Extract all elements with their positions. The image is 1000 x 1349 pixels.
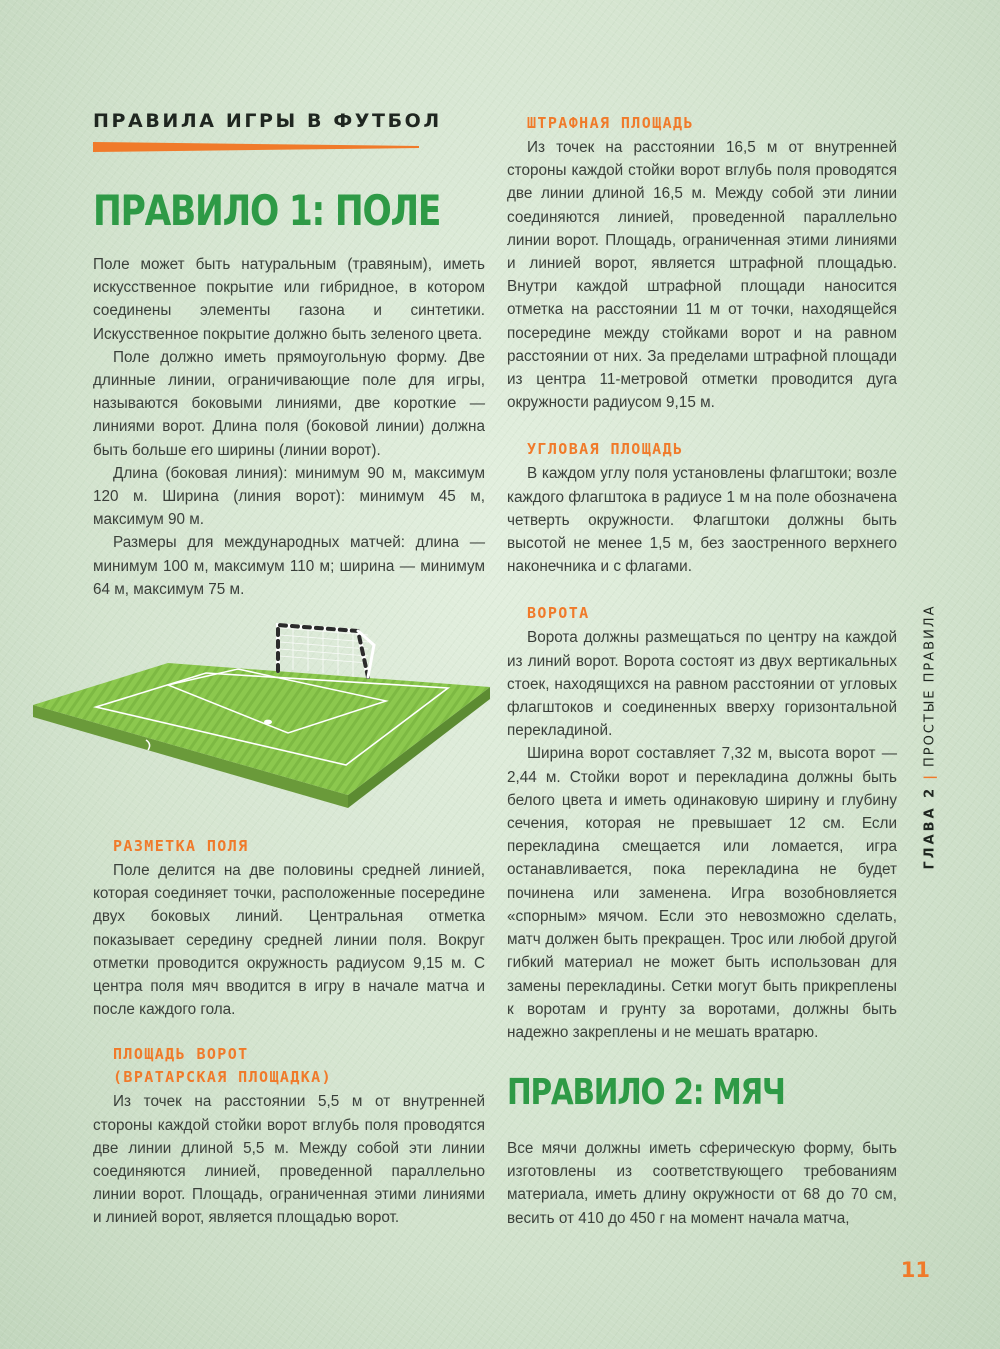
- goal-area-heading-sub: (ВРАТАРСКАЯ ПЛОЩАДКА): [113, 1068, 333, 1087]
- chapter-label: ГЛАВА 2: [922, 785, 938, 870]
- football-pitch-illustration: [28, 615, 498, 810]
- rule1-paragraph: Поле должно иметь прямоугольную форму. Две длинные линии, ограничивающие поле для игры, называются боковыми линиями, две короткие — линиями ворот. Длина поля (боковой линии) должна быть больше его ширины (линии ворот).: [93, 348, 485, 459]
- corner-area-text: В каждом углу поля установлены флагштоки; возле каждого флагштока в радиусе 1 м на поле обозначена четверть окружности. Флагштоки должны быть высотой не менее 1,5 м, без заостренного верхнего наконечника и с флагами.: [507, 465, 897, 576]
- penalty-area-text: Из точек на расстоянии 16,5 м от внутренней стороны каждой стойки ворот вглубь поля проводятся две линии длиной 16,5 м. Между собой эти линии соединяются линией, проведенной параллельно линии ворот. Площадь, ограниченная этими линиями и линией ворот, является штрафной площадью. Внутри каждой штрафной площади наносится отметка на расстоянии 11 м от точки, находящейся посередине между стойками ворот и на равном расстоянии от них. За пределами штрафной площади из центра 11-метровой отметки проводится дуга окружности радиусом 9,15 м.: [507, 139, 897, 412]
- corner-area-heading: УГЛОВАЯ ПЛОЩАДЬ: [527, 440, 684, 459]
- goal-area-heading: ПЛОЩАДЬ ВОРОТ: [113, 1045, 249, 1064]
- rule2-text: Все мячи должны иметь сферическую форму, быть изготовлены из соответствующего требованиям материала, иметь длину окружности от 68 до 70 см, весить от 410 до 450 г на момент начала матча,: [507, 1140, 897, 1227]
- goal-net: [280, 625, 368, 677]
- rule1-paragraph: Поле может быть натуральным (травяным), иметь искусственное покрытие или гибридное, в котором соединены элементы газона и синтетики. Искусственное покрытие должно быть зеленого цвета.: [93, 256, 485, 343]
- right-column: [507, 113, 897, 1044]
- section-label: ПРОСТЫЕ ПРАВИЛА: [922, 604, 938, 768]
- markings-text: Поле делится на две половины средней линией, которая соединяет точки, расположенные посередине двух боковых линий. Центральная отметка показывает середину средней линии поля. Вокруг отметки проводится окружность радиусом 9,15 м. С центра поля мяч вводится в игру в начале матча и после каждого гола.: [93, 862, 485, 1019]
- rule1-paragraph: Размеры для международных матчей: длина — минимум 100 м, максимум 110 м; ширина — минимум 64 м, максимум 75 м.: [93, 534, 485, 598]
- goals-text: Ширина ворот составляет 7,32 м, высота ворот — 2,44 м. Стойки ворот и перекладина должны быть белого цвета и иметь одинаковую ширину и глубину сечения, которая не превышает 12 см. Если перекладина смещается или ломается, игра останавливается, пока перекладина не будет починена или заменена. Игра возобновляется «спорным» мячом. Если это невозможно сделать, матч должен быть прекращен. Трос или любой другой гибкий материал не может быть использован для замены перекладины. Сетки могут быть прикреплены к воротам и грунту за воротами, должны быть надежно закреплены и не мешать вратарю.: [507, 745, 897, 1041]
- rule1-title: ПРАВИЛО 1: ПОЛЕ: [93, 186, 441, 235]
- goals-heading: ВОРОТА: [527, 604, 590, 623]
- penalty-spot: [264, 720, 272, 725]
- goals-text: Ворота должны размещаться по центру на каждой из линий ворот. Ворота состоят из двух вертикальных стоек, находящихся на равном расстоянии от угловых флагштоков и соединенных вверху горизонтальной перекладиной.: [507, 629, 897, 740]
- page-header-title: ПРАВИЛА ИГРЫ В ФУТБОЛ: [93, 110, 442, 132]
- rule1-body: [93, 253, 485, 601]
- rule1-paragraph: Длина (боковая линия): минимум 90 м, максимум 120 м. Ширина (линия ворот): минимум 45 м, максимум 90 м.: [93, 464, 485, 529]
- page-number: 11: [900, 1258, 930, 1282]
- goal-frame: [278, 625, 374, 677]
- header-underline: [93, 142, 419, 152]
- rule2-title: ПРАВИЛО 2: МЯЧ: [507, 1072, 785, 1113]
- goal-area-text: Из точек на расстоянии 5,5 м от внутренней стороны каждой стойки ворот вглубь поля проводятся две линии длиной 5,5 м. Между собой эти линии соединяются линией, проведенной параллельно линии ворот. Площадь, ограниченная этими линиями и линией ворот, является площадью ворот.: [93, 1093, 485, 1227]
- chapter-separator: |: [922, 773, 938, 780]
- chapter-side-tab: [920, 604, 940, 870]
- rule2-body: [507, 1137, 897, 1230]
- markings-heading: РАЗМЕТКА ПОЛЯ: [113, 837, 249, 855]
- penalty-area-heading: ШТРАФНАЯ ПЛОЩАДЬ: [527, 114, 694, 132]
- markings-section: [93, 836, 485, 1230]
